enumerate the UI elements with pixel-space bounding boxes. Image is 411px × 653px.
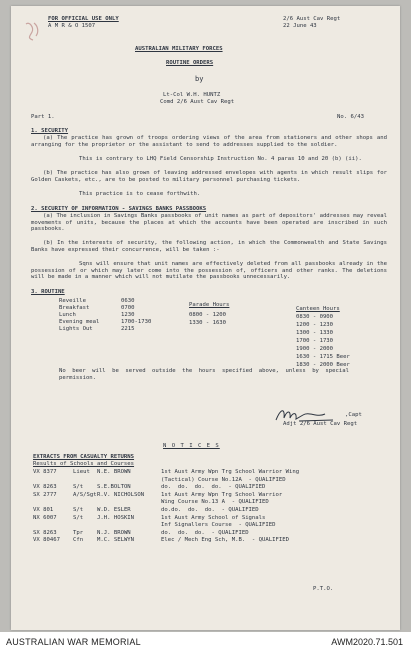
routine-time: 0700 [121, 305, 135, 311]
routine-item: Breakfast [59, 305, 90, 311]
record-service-number: VX 8263 [33, 484, 57, 491]
record-name: N.J. BROWN [97, 529, 131, 536]
record-service-number: VX 80467 [33, 537, 60, 544]
casualty-returns-heading: EXTRACTS FROM CASUALTY RETURNS [33, 454, 135, 460]
officer-command: Comd 2/6 Aust Cav Regt [160, 99, 235, 105]
record-rank: Cfn [73, 537, 84, 544]
canteen-time: 1700 - 1730 [296, 338, 334, 344]
section1-para-b: (b) The practice has also grown of leaving addressed envelopes with agents in which result slips for Golden Caskets, etc., are to be posted to military personnel purchasing tickets. [31, 170, 387, 183]
record-course: Inf Signallers Course - QUALIFIED [161, 522, 276, 529]
archive-name: AUSTRALIAN WAR MEMORIAL [6, 637, 141, 647]
schools-courses-heading: Results of Schools and Courses [33, 461, 135, 467]
pto-label: P.T.O. [313, 586, 334, 592]
section3-heading: 3. ROUTINE [31, 289, 65, 295]
routine-item: Lunch [59, 312, 76, 318]
document-page [11, 6, 400, 630]
section2-para-c: Sqns will ensure that unit names are effectively deleted from all passbooks already in the possession of or which may later come into the possession of, officers and other ranks. The deletions will be made in a manner which will not mutilate the passbooks unnecessarily. [31, 261, 387, 281]
record-name: N.E. BROWN [97, 469, 131, 475]
by-label: by [195, 75, 204, 83]
archive-footer [0, 632, 411, 653]
record-service-number: VX 801 [33, 507, 54, 513]
routine-item: Evening meal [59, 319, 100, 325]
order-date: 22 June 43 [283, 23, 317, 29]
record-rank: S/t [73, 514, 84, 521]
record-service-number: NX 6007 [33, 514, 57, 521]
record-course: do. do. do. - QUALIFIED [161, 529, 249, 536]
order-number: No. 6/43 [337, 114, 364, 120]
record-course: do. do. do. do. - QUALIFIED [161, 484, 266, 491]
routine-item: Reveille [59, 298, 86, 304]
record-service-number: VX 8377 [33, 469, 57, 475]
record-service-number: SX 2777 [33, 491, 57, 498]
record-course: Elec / Mech Eng Sch, M.B. - QUALIFIED [161, 537, 289, 544]
section1-para-a: (a) The practice has grown of troops ordering views of the area from stationers and other shops and arranging for the proprietor or the assistant to send to addresses supplied to the soldier. [31, 135, 387, 148]
record-service-number: SX 8263 [33, 529, 57, 536]
record-course: 1st Aust Army Wpn Trg School Warrior [161, 491, 283, 498]
officer-name: Lt-Col W.H. HUNTZ [163, 92, 221, 98]
parade-hours-heading: Parade Hours [189, 302, 230, 308]
record-course: Wing Course No.13 A - QUALIFIED [161, 499, 269, 506]
record-name: M.C. SELWYN [97, 537, 135, 544]
record-rank: Lieut [73, 469, 90, 475]
parade-time: 0800 - 1200 [189, 312, 227, 318]
record-course: do.do. do. do. - QUALIFIED [161, 507, 259, 513]
section1-para-a2: This is contrary to LHQ Field Censorship Instruction No. 4 paras 10 and 20 (b) (ii). [79, 156, 362, 162]
section2-para-b: (b) In the interests of security, the following action, in which the Commonwealth and State Savings Banks have expressed their concurrence, will be taken :- [31, 240, 387, 253]
routine-time: 1700-1730 [121, 319, 152, 325]
handwritten-mark-icon [24, 20, 42, 42]
unit-name: 2/6 Aust Cav Regt [283, 16, 341, 22]
record-course: 1st Aust Army Wpn Trg School Warrior Wing [161, 469, 300, 475]
section2-heading: 2. SECURITY OF INFORMATION - SAVINGS BANKS PASSBOOKS [31, 206, 207, 212]
record-course: (Tactical) Course No.12A - QUALIFIED [161, 476, 286, 483]
section2-para-a: (a) The inclusion in Savings Banks passbooks of unit names as part of depositors' addresses may reveal movements of units, because the places at which the accounts have been operated are inscribed in such passbooks. [31, 213, 387, 233]
canteen-time: 1630 - 1715 Beer [296, 354, 350, 360]
orders-title: ROUTINE ORDERS [166, 60, 214, 66]
routine-time: 1230 [121, 312, 135, 318]
canteen-time: 1200 - 1230 [296, 322, 334, 328]
org-title: AUSTRALIAN MILITARY FORCES [135, 46, 223, 52]
archive-reference: AWM2020.71.501 [331, 637, 403, 647]
record-course: 1st Aust Army School of Signals [161, 514, 266, 521]
routine-time: 2215 [121, 326, 135, 332]
beer-note: No beer will be served outside the hours specified above, unless by special permission. [59, 368, 349, 381]
notices-heading: N O T I C E S [163, 443, 220, 449]
section1-para-b2: This practice is to cease forthwith. [79, 191, 201, 197]
parade-time: 1330 - 1630 [189, 320, 227, 326]
reference-code: A M R & O 1507 [48, 23, 96, 29]
canteen-time: 1900 - 2000 [296, 346, 334, 352]
canteen-time: 1830 - 2000 Beer [296, 362, 350, 368]
record-name: R.V. NICHOLSON [97, 491, 145, 498]
record-name: W.D. ESLER [97, 507, 131, 513]
record-name: S.E.BOLTON [97, 484, 131, 491]
canteen-time: 1300 - 1330 [296, 330, 334, 336]
record-rank: S/t [73, 507, 84, 513]
record-rank: S/t [73, 484, 84, 491]
record-name: J.H. HOSKIN [97, 514, 135, 521]
record-rank: A/S/Sgt [73, 491, 97, 498]
section1-heading: 1. SECURITY [31, 128, 69, 134]
signature-role: Adjt 2/6 Aust Cav Regt [283, 421, 358, 427]
record-rank: Tpr [73, 529, 84, 536]
signature-rank: ,Capt [345, 412, 362, 418]
canteen-time: 0830 - 0900 [296, 314, 334, 320]
official-use-label: FOR OFFICIAL USE ONLY [48, 16, 119, 22]
routine-time: 0630 [121, 298, 135, 304]
canteen-hours-heading: Canteen Hours [296, 306, 340, 312]
routine-item: Lights Out [59, 326, 93, 332]
part-label: Part 1. [31, 114, 55, 120]
